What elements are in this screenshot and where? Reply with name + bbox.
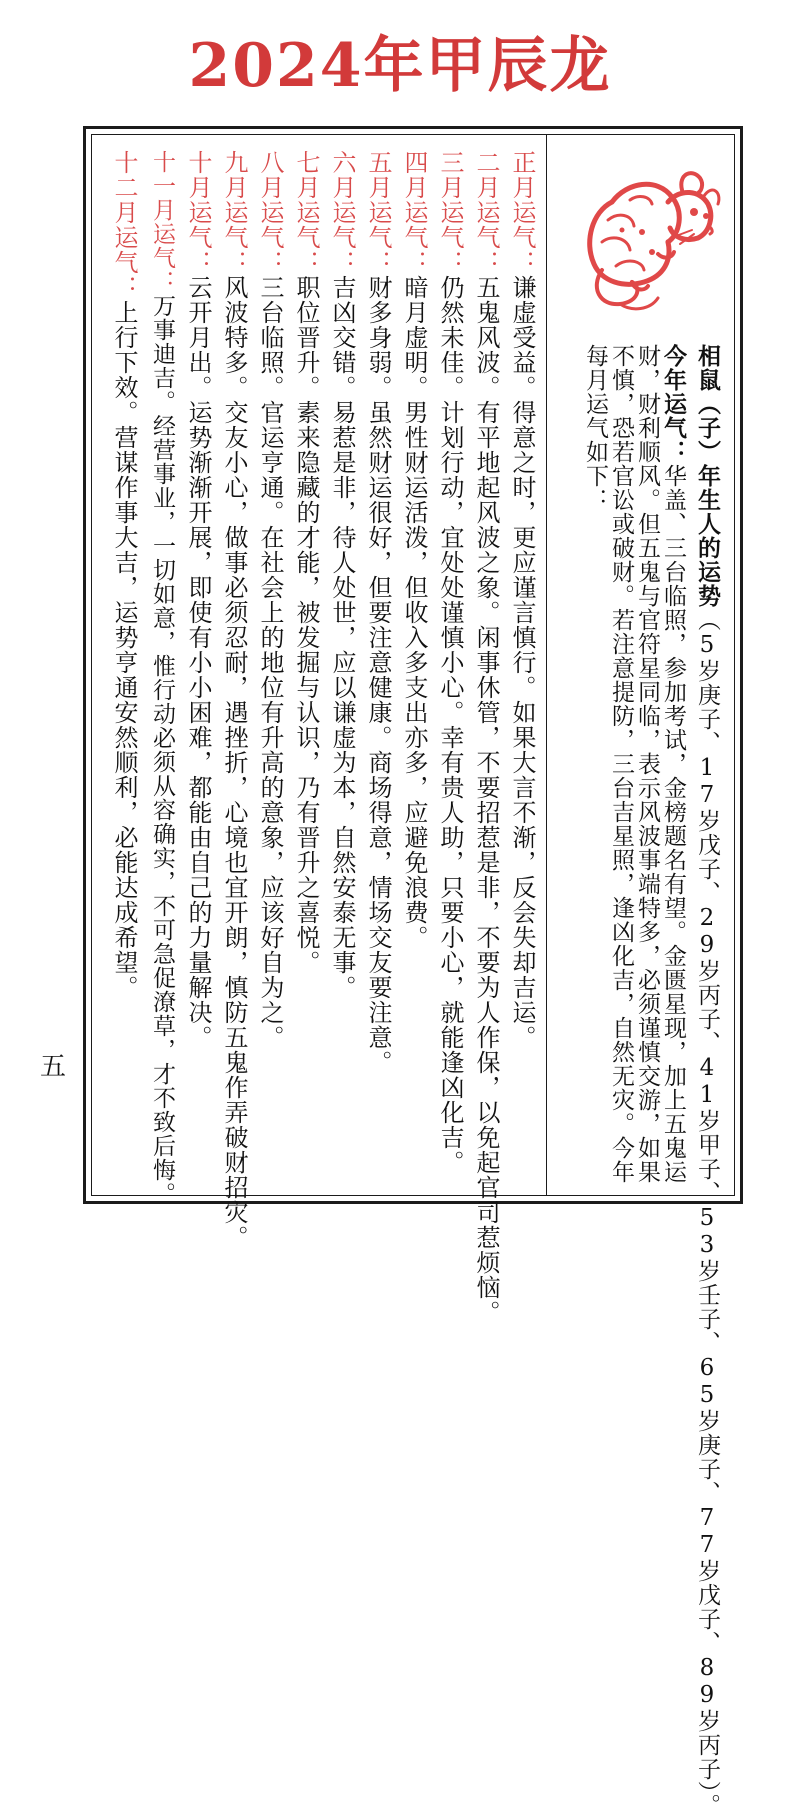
month-row — [436, 150, 464, 1175]
month-row — [364, 150, 392, 1075]
month-row — [220, 150, 248, 1250]
month-text: 三台临照。官运亨通。在社会上的地位有升高的意象，应该好自为之。 — [256, 275, 284, 1050]
month-text: 职位晋升。素来隐藏的才能，被发掘与认识，乃有晋升之喜悦。 — [292, 275, 320, 975]
rat-fortune-column — [548, 344, 686, 1184]
month-label: 正月运气： — [508, 150, 536, 275]
page-title: 2024年甲辰龙 — [188, 31, 612, 101]
month-text: 上行下效。营谋作事大吉，运势亨通安然顺利，必能达成希望。 — [110, 300, 138, 1000]
month-row — [292, 150, 320, 975]
month-row — [110, 150, 138, 1000]
month-label: 八月运气： — [256, 150, 284, 275]
month-label: 十一月运气： — [149, 150, 175, 294]
rat-ages: （5岁庚子、17岁戊子、29岁丙子、41岁甲子、53岁壬子、65岁庚子、77岁戊子、89岁丙子）。 — [694, 608, 720, 1818]
month-label: 十二月运气： — [110, 150, 138, 300]
month-text: 暗月虚明。男性财运活泼，但收入多支出亦多，应避免浪费。 — [400, 275, 428, 950]
month-text: 吉凶交错。易惹是非，待人处世，应以谦虚为本，自然安泰无事。 — [328, 275, 356, 1000]
month-row — [508, 150, 536, 1050]
month-label: 九月运气： — [220, 150, 248, 275]
page-number: 五 — [40, 1052, 67, 1082]
month-label: 四月运气： — [400, 150, 428, 275]
month-row — [400, 150, 428, 950]
rat-heading: 相鼠（子）年生人的运势 — [694, 344, 721, 608]
column-divider — [546, 134, 547, 1196]
month-label: 六月运气： — [328, 150, 356, 275]
month-text: 风波特多。交友小心，做事必须忍耐，遇挫折，心境也宜开朗，慎防五鬼作弄破财招灾。 — [220, 275, 248, 1250]
fortune-label: 今年运气： — [660, 344, 687, 464]
month-row — [328, 150, 356, 1000]
month-text: 仍然未佳。计划行动，宜处处谨慎小心。幸有贵人助，只要小心，就能逢凶化吉。 — [436, 275, 464, 1175]
rat-heading-column — [694, 344, 720, 1818]
month-row — [148, 150, 176, 1206]
rat-seal-icon — [572, 142, 724, 324]
month-text: 财多身弱。虽然财运很好，但要注意健康。商场得意，情场交友要注意。 — [364, 275, 392, 1075]
fortune-text: 华盖、三台临照，参加考试，金榜题名有望。金匮星现，加上五鬼运财，财利顺风。但五鬼与官符星同临，表示风波事端特多，必须谨慎交游，如果不慎，恐若官讼或破财。若注意提防，三台吉星照，逢凶化吉，自然无灾。今年每月运气如下： — [582, 344, 686, 1184]
month-label: 二月运气： — [472, 150, 500, 275]
month-row — [256, 150, 284, 1050]
month-label: 五月运气： — [364, 150, 392, 275]
month-text: 五鬼风波。有平地起风波之象。闲事休管，不要招惹是非，不要为人作保，以免起官司惹烦恼。 — [472, 275, 500, 1325]
month-row — [184, 150, 212, 1050]
month-label: 三月运气： — [436, 150, 464, 275]
month-text: 万事迪吉。经营事业，一切如意，惟行动必须从容确实，不可急促潦草，才不致后悔。 — [149, 294, 175, 1206]
month-row — [472, 150, 500, 1325]
month-text: 谦虚受益。得意之时，更应谨言慎行。如果大言不渐，反会失却吉运。 — [508, 275, 536, 1050]
month-label: 七月运气： — [292, 150, 320, 275]
month-label: 十月运气： — [184, 150, 212, 275]
month-text: 云开月出。运势渐渐开展，即使有小小困难，都能由自己的力量解决。 — [184, 275, 212, 1050]
